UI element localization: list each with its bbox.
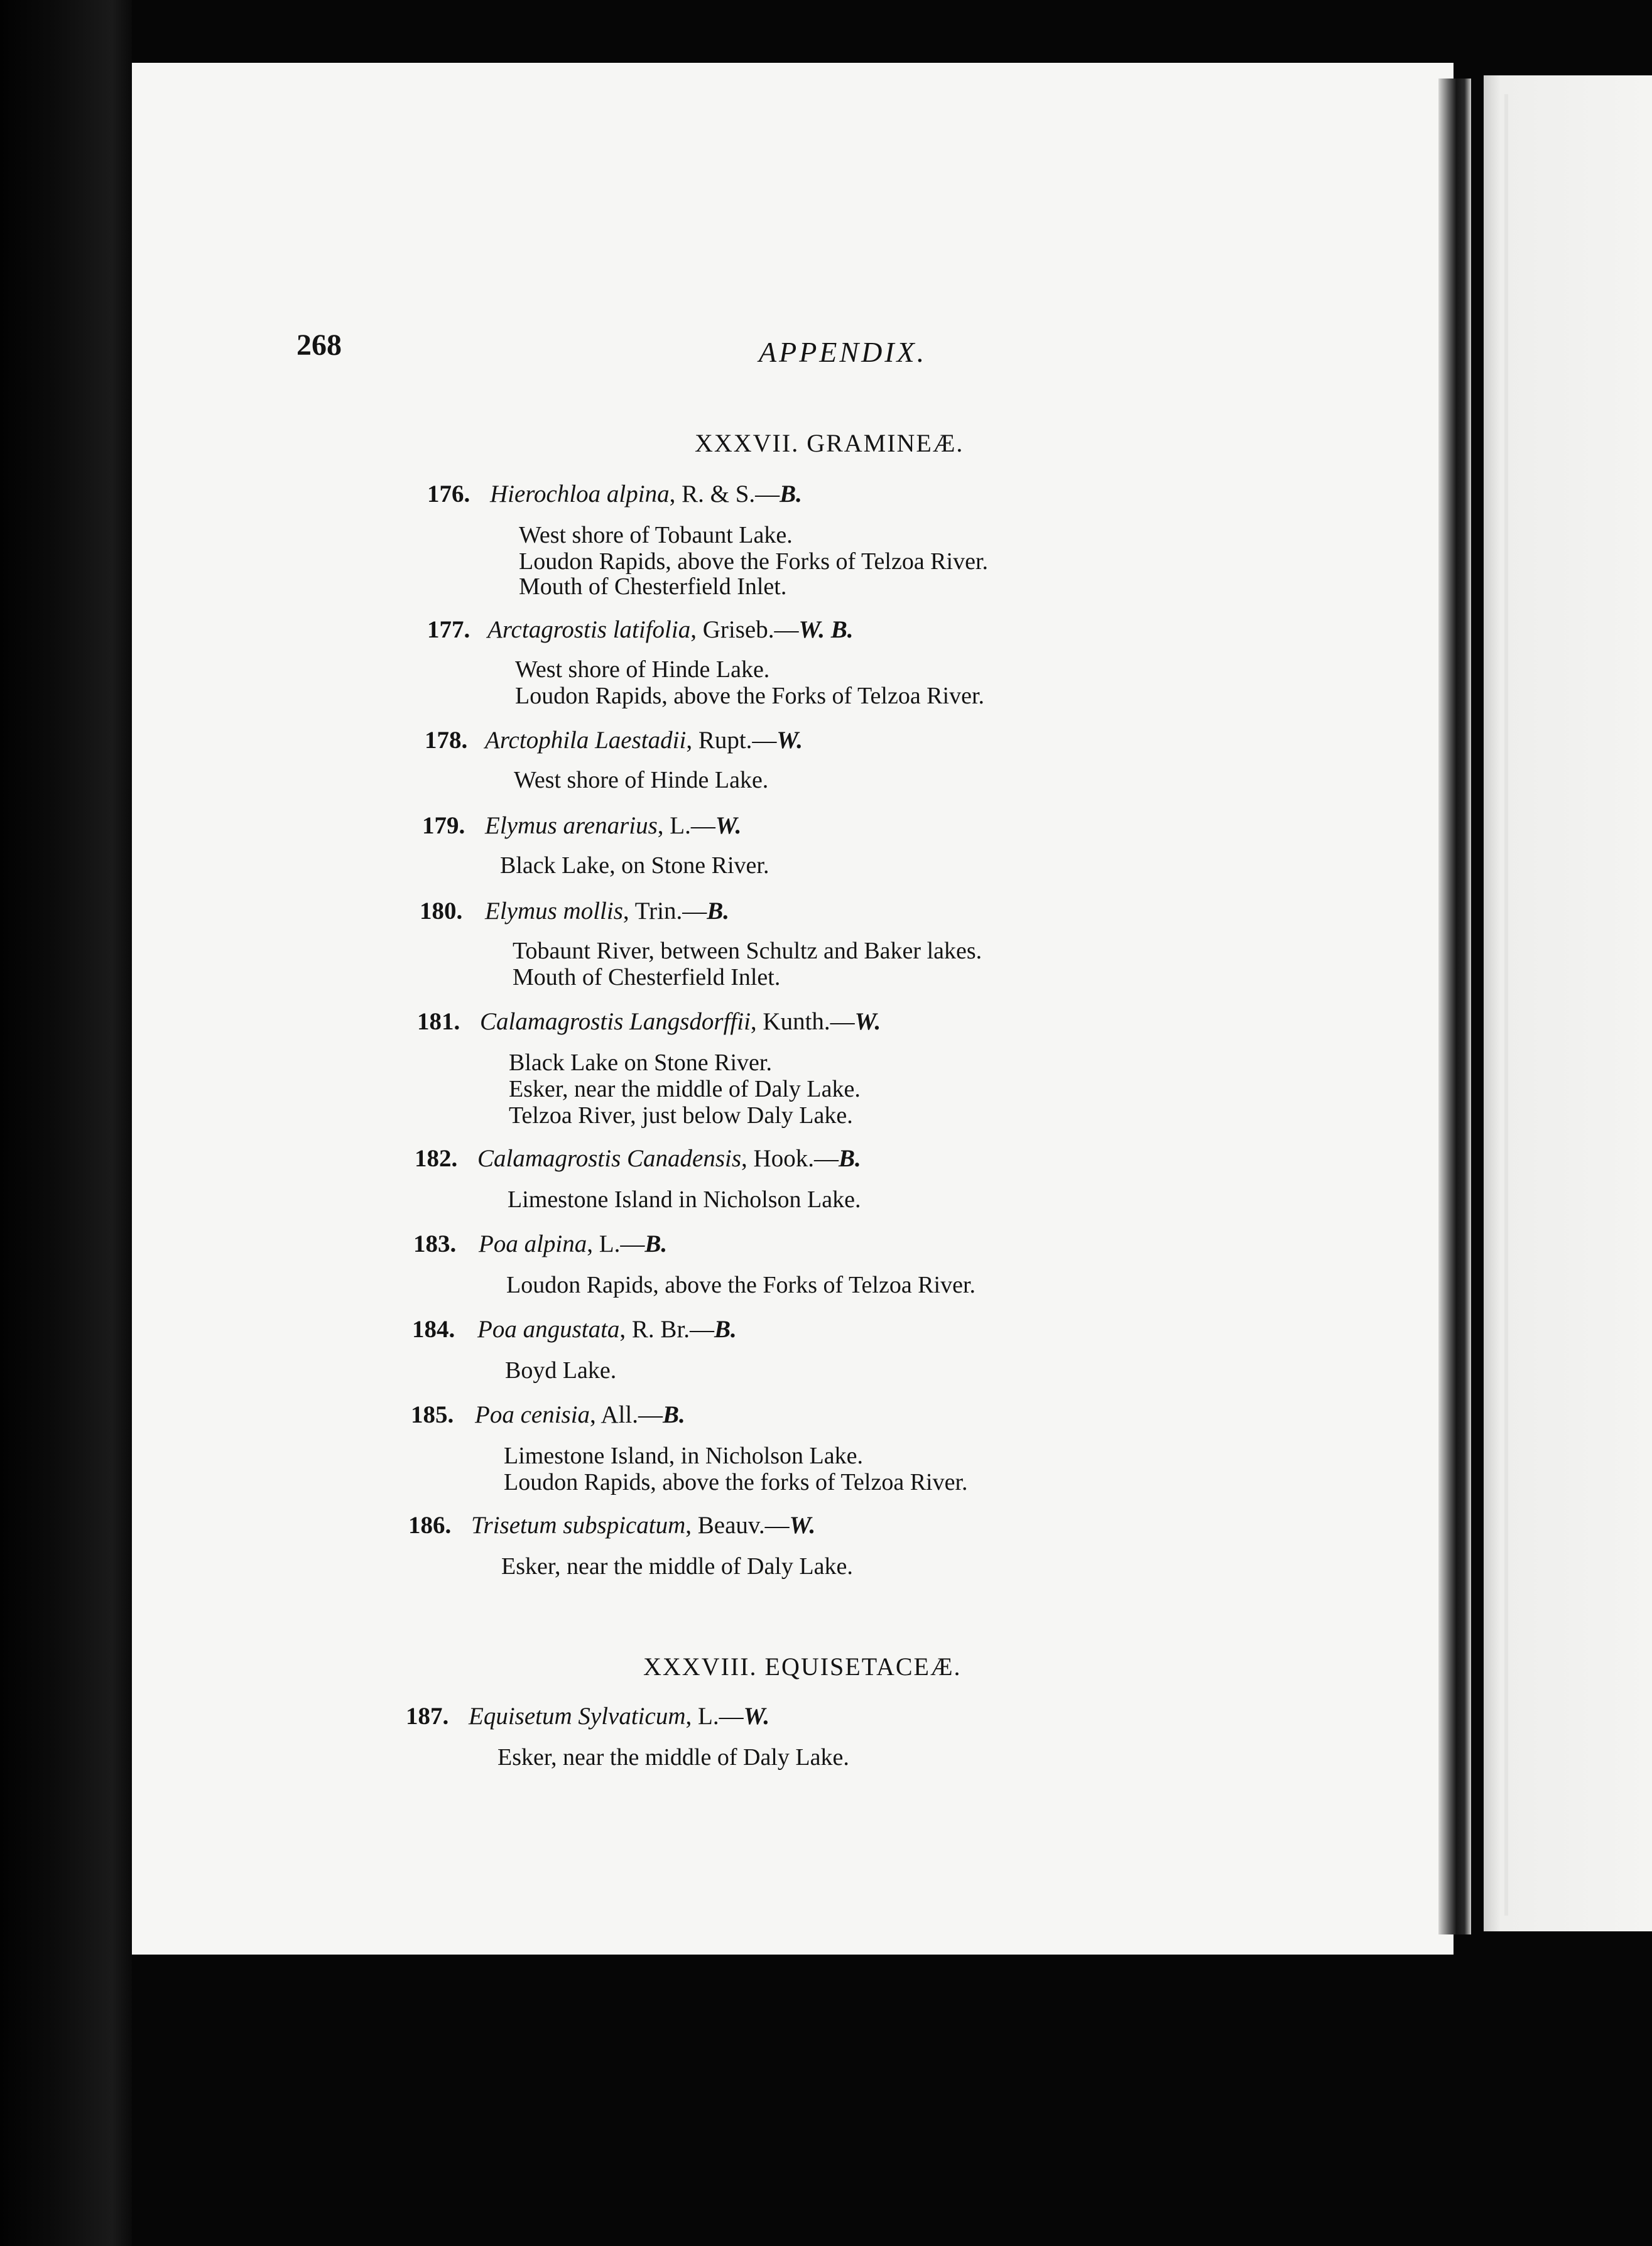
- locality-line: Limestone Island in Nicholson Lake.: [508, 1186, 861, 1213]
- species-authority: , Kunth.—: [750, 1008, 855, 1035]
- locality-line: Loudon Rapids, above the forks of Telzoa River.: [504, 1469, 968, 1495]
- locality-line: Loudon Rapids, above the Forks of Telzoa River.: [519, 548, 989, 575]
- entry-title: [477, 1144, 861, 1173]
- species-authority: , All.—: [590, 1401, 663, 1428]
- collector-mark: W.: [776, 727, 803, 754]
- entry-title: [487, 616, 854, 644]
- entry-number: 179.: [422, 812, 465, 839]
- locality-line: Boyd Lake.: [505, 1357, 617, 1384]
- entry-title: [477, 1315, 737, 1343]
- collector-mark: W. B.: [798, 616, 854, 643]
- species-name: Poa cenisia: [475, 1401, 590, 1428]
- entry-number: 180.: [420, 898, 463, 925]
- entry-title: [471, 1511, 815, 1539]
- locality-line: Telzoa River, just below Daly Lake.: [509, 1102, 853, 1129]
- species-name: Poa angustata: [477, 1316, 620, 1343]
- scanner-background-left: [0, 0, 132, 2246]
- collector-mark: B.: [662, 1401, 685, 1428]
- locality-line: Limestone Island, in Nicholson Lake.: [504, 1443, 863, 1469]
- species-name: Calamagrostis Canadensis: [477, 1145, 742, 1172]
- section-heading-equisetaceae: XXXVIII. EQUISETACEÆ.: [643, 1652, 962, 1681]
- entry-title: [490, 480, 802, 508]
- entry-number: 183.: [413, 1230, 457, 1257]
- entry-number: 181.: [417, 1008, 460, 1035]
- species-name: Arctophila Laestadii: [485, 727, 687, 754]
- species-name: Arctagrostis latifolia: [487, 616, 691, 643]
- entry-number: 185.: [411, 1401, 454, 1428]
- locality-line: Esker, near the middle of Daly Lake.: [509, 1076, 861, 1102]
- collector-mark: B.: [644, 1230, 668, 1257]
- species-name: Trisetum subspicatum: [471, 1512, 686, 1539]
- entry-title: [485, 897, 729, 925]
- collector-mark: B.: [714, 1316, 737, 1343]
- species-authority: , Hook.—: [741, 1145, 839, 1172]
- collector-mark: B.: [707, 898, 730, 925]
- locality-line: Mouth of Chesterfield Inlet.: [513, 964, 781, 990]
- species-authority: , L.—: [657, 812, 715, 839]
- entry-title: [485, 811, 741, 840]
- locality-line: West shore of Hinde Lake.: [515, 656, 770, 683]
- locality-line: Black Lake, on Stone River.: [500, 852, 769, 879]
- entry-title: [479, 1230, 667, 1258]
- locality-line: Esker, near the middle of Daly Lake.: [501, 1553, 853, 1580]
- species-authority: , Griseb.—: [690, 616, 799, 643]
- species-authority: , Rupt.—: [686, 727, 777, 754]
- locality-line: Mouth of Chesterfield Inlet.: [519, 573, 787, 600]
- locality-line: West shore of Tobaunt Lake.: [519, 522, 793, 548]
- species-authority: , R. & S.—: [669, 480, 780, 507]
- entry-number: 184.: [412, 1316, 455, 1343]
- running-head: APPENDIX.: [759, 336, 927, 368]
- species-authority: , L.—: [685, 1703, 744, 1730]
- entry-number: 177.: [427, 616, 470, 643]
- species-name: Hierochloa alpina: [490, 480, 670, 507]
- species-name: Poa alpina: [479, 1230, 587, 1257]
- entry-title: [469, 1702, 769, 1730]
- entry-title: [480, 1007, 881, 1036]
- collector-mark: W.: [854, 1008, 881, 1035]
- species-name: Elymus mollis: [485, 898, 623, 925]
- locality-line: West shore of Hinde Lake.: [514, 767, 769, 793]
- locality-line: Loudon Rapids, above the Forks of Telzoa River.: [506, 1272, 976, 1298]
- entry-number: 186.: [408, 1512, 452, 1539]
- species-authority: , L.—: [587, 1230, 645, 1257]
- species-authority: , Trin.—: [622, 898, 707, 925]
- entry-number: 182.: [415, 1145, 458, 1172]
- locality-line: Esker, near the middle of Daly Lake.: [497, 1744, 849, 1771]
- page-number: 268: [296, 328, 342, 362]
- species-authority: , R. Br.—: [619, 1316, 715, 1343]
- collector-mark: W.: [715, 812, 742, 839]
- entry-number: 176.: [427, 480, 470, 507]
- locality-line: Tobaunt River, between Schultz and Baker lakes.: [513, 938, 982, 964]
- species-authority: , Beauv.—: [685, 1512, 790, 1539]
- locality-line: Black Lake on Stone River.: [509, 1050, 772, 1076]
- collector-mark: B.: [780, 480, 802, 507]
- facing-page-margin-line: [1504, 94, 1508, 1916]
- entry-number: 178.: [425, 727, 468, 754]
- species-name: Equisetum Sylvaticum: [469, 1703, 686, 1730]
- species-name: Elymus arenarius: [485, 812, 658, 839]
- collector-mark: B.: [838, 1145, 861, 1172]
- locality-line: Loudon Rapids, above the Forks of Telzoa River.: [515, 683, 985, 709]
- species-name: Calamagrostis Langsdorffii: [480, 1008, 751, 1035]
- entry-title: [475, 1401, 685, 1429]
- section-heading-gramineae: XXXVII. GRAMINEÆ.: [695, 429, 964, 457]
- entry-title: [485, 726, 803, 754]
- facing-page-edge: [1484, 75, 1652, 1931]
- binding-gutter-shadow: [1438, 79, 1471, 1934]
- collector-mark: W.: [743, 1703, 770, 1730]
- entry-number: 187.: [406, 1703, 449, 1730]
- collector-mark: W.: [789, 1512, 816, 1539]
